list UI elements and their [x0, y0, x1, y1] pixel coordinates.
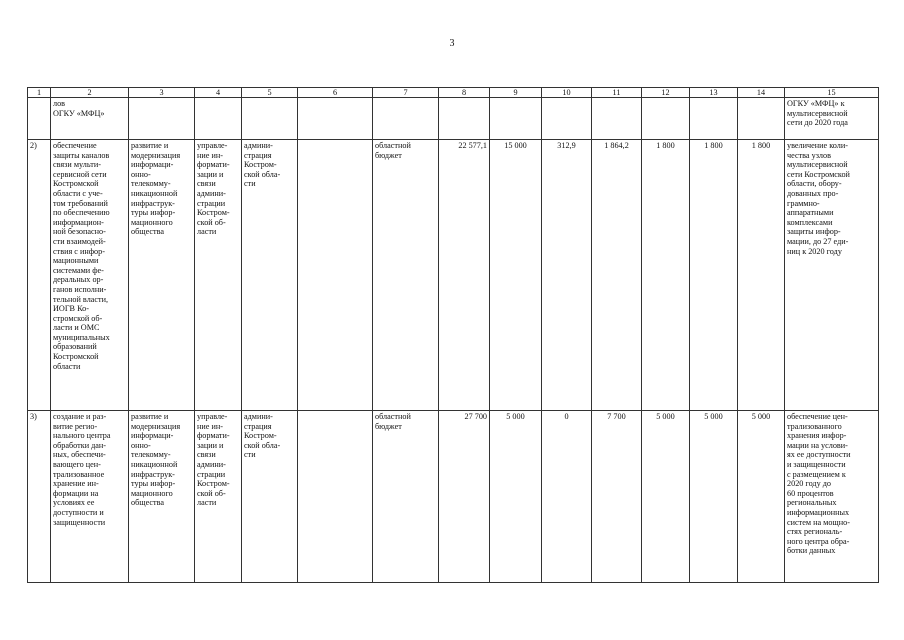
column-number: 10 — [542, 88, 592, 98]
source-cell — [373, 98, 439, 140]
amount-cell: 1 800 — [690, 140, 738, 411]
recipient-cell: админи- страция Костром- ской обла- сти — [242, 140, 298, 411]
column-number: 5 — [242, 88, 298, 98]
source-cell: областной бюджет — [373, 140, 439, 411]
result-cell: ОГКУ «МФЦ» к мультисервисной сети до 2020 года — [785, 98, 879, 140]
amount-cell: 312,9 — [542, 140, 592, 411]
amount-cell: 1 864,2 — [592, 140, 642, 411]
measure-name: обеспечение защиты каналов связи мульти- сервисной сети Костромской области с уче- том требований по обеспечению информацион- ной безопасно- сти взаимодей- ствия с инфор- мационными системами фе- деральных ор- ганов исполни- тельной власти, ИОГВ Ко- стромской об- ласти и ОМС муниципальных образований Костромской области — [51, 140, 129, 411]
col6-cell — [298, 140, 373, 411]
amount-cell: 7 700 — [592, 411, 642, 583]
column-number: 9 — [490, 88, 542, 98]
column-number: 11 — [592, 88, 642, 98]
recipient-cell: админи- страция Костром- ской обла- сти — [242, 411, 298, 583]
amount-cell — [592, 98, 642, 140]
column-number: 4 — [195, 88, 242, 98]
amount-cell — [690, 98, 738, 140]
column-number: 8 — [439, 88, 490, 98]
measure-name: создание и раз- витие регио- нального центра обработки дан- ных, обеспечи- вающего цен- трализованное хранение ин- формации на условиях ее доступности и защищенности — [51, 411, 129, 583]
column-number: 13 — [690, 88, 738, 98]
amount-cell: 5 000 — [490, 411, 542, 583]
executor-cell — [195, 98, 242, 140]
amount-cell — [642, 98, 690, 140]
column-number: 1 — [28, 88, 51, 98]
column-number: 14 — [738, 88, 785, 98]
column-number: 12 — [642, 88, 690, 98]
program-table — [27, 87, 879, 583]
result-cell: увеличение коли- чества узлов мультисервисной сети Костромской области, обору- дованных про- граммно- аппаратными комплексами защиты инфор- мации, до 27 еди- ниц к 2020 году — [785, 140, 879, 411]
column-number: 3 — [129, 88, 195, 98]
amount-cell — [490, 98, 542, 140]
source-cell: областной бюджет — [373, 411, 439, 583]
amount-cell — [738, 98, 785, 140]
result-cell: обеспечение цен- трализованного хранения инфор- мации на услови- ях ее доступности и защищенности с размещением к 2020 году до 60 процентов региональных информационных систем на мощно- стях региональ- ного центра обра- ботки данных — [785, 411, 879, 583]
column-number: 7 — [373, 88, 439, 98]
column-number: 2 — [51, 88, 129, 98]
amount-cell: 5 000 — [690, 411, 738, 583]
task-cell — [129, 98, 195, 140]
task-cell: развитие и модернизация информаци- онно- телекомму- никационной инфраструк- туры инфор- мационного общества — [129, 140, 195, 411]
amount-cell: 0 — [542, 411, 592, 583]
amount-cell: 5 000 — [642, 411, 690, 583]
amount-cell — [542, 98, 592, 140]
amount-cell — [439, 98, 490, 140]
amount-cell: 22 577,1 — [439, 140, 490, 411]
executor-cell: управле- ние ин- формати- зации и связи админи- страции Костром- ской об- ласти — [195, 140, 242, 411]
page-number: 3 — [449, 38, 455, 49]
amount-cell: 1 800 — [738, 140, 785, 411]
item-number: 2) — [28, 140, 51, 411]
amount-cell: 15 000 — [490, 140, 542, 411]
col6-cell — [298, 98, 373, 140]
amount-cell: 1 800 — [642, 140, 690, 411]
item-number — [28, 98, 51, 140]
measure-name: лов ОГКУ «МФЦ» — [51, 98, 129, 140]
recipient-cell — [242, 98, 298, 140]
table-row — [28, 411, 879, 583]
col6-cell — [298, 411, 373, 583]
task-cell: развитие и модернизация информаци- онно- телекомму- никационной инфраструк- туры инфор- мационного общества — [129, 411, 195, 583]
column-number: 15 — [785, 88, 879, 98]
item-number: 3) — [28, 411, 51, 583]
executor-cell: управле- ние ин- формати- зации и связи админи- страции Костром- ской об- ласти — [195, 411, 242, 583]
column-number: 6 — [298, 88, 373, 98]
table-row — [28, 140, 879, 411]
column-number-row — [28, 88, 879, 98]
amount-cell: 27 700 — [439, 411, 490, 583]
amount-cell: 5 000 — [738, 411, 785, 583]
table-row — [28, 98, 879, 140]
